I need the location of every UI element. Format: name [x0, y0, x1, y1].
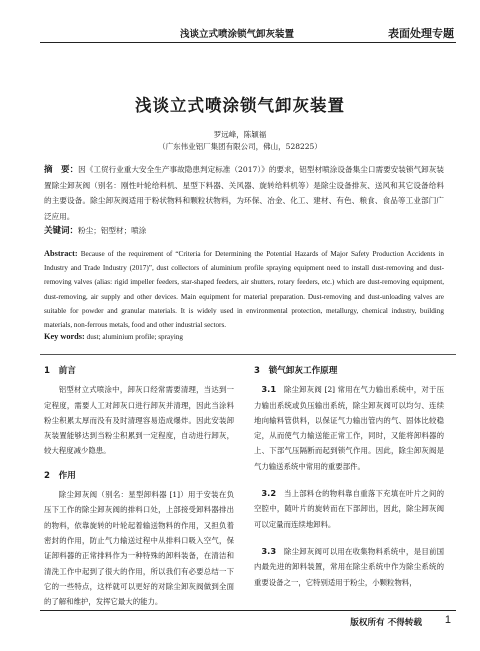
chinese-abstract [44, 162, 444, 224]
paragraph-3-2-number: 3.2 [261, 488, 277, 499]
paragraph-3-2 [254, 486, 444, 532]
paragraph-3-1-number: 3.1 [261, 384, 277, 395]
right-column [254, 364, 444, 590]
section-3-number: 3 [254, 366, 260, 376]
running-header [0, 0, 480, 40]
page-number: 1 [444, 614, 451, 626]
section-1-body: 铝型材立式喷涂中，卸灰口经常需要清理，当达到一定程度，需要人工对卸灰口进行卸灰并清理，因此当涂料粉尘积累太厚而没有及时清理容易造成爆炸。因此安装卸灰装置能够达到当粉尘积累到一定程度，自动进行卸灰，较大程度减少隐患。 [44, 385, 234, 456]
paragraph-3-3-text: 除尘卸灰阀可以用在收集物料系统中，是目前国内最先进的卸料装置，常用在除尘系统中作为除尘系统的重要设备之一，它特别适用于粉尘，小颗粒物料， [254, 546, 444, 587]
chinese-abstract-text: 因《工贸行业重大安全生产事故隐患判定标准（2017）》的要求，铝型材喷涂设备集尘口需要安装锁气卸灰装置除尘卸灰阀（别名：刚性叶轮给料机、星型下料器、关风器、旋转给料机等）是除尘设备排灰、送风和其它设备给料的主要设备。除尘卸灰阀适用于粉状物料和颗粒状物料，为环保、冶金、化工、建材、有色、粮食、食品等工业部门广泛应用。 [44, 165, 444, 221]
english-keywords-text: dust; aluminium profile; spraying [86, 333, 184, 341]
left-column [44, 364, 234, 609]
article-affiliation: （广东伟业铝厂集团有限公司，佛山，528225） [158, 142, 322, 151]
paragraph-3-3-number: 3.3 [261, 545, 277, 556]
header-rule [40, 42, 456, 43]
paragraph-3-2-text: 当上部料仓的物料靠自重落下充填在叶片之间的空腔中，随叶片的旋转而在下部卸出，因此，除尘卸灰阀可以定量而连续地卸料。 [254, 489, 444, 529]
footer-rule [40, 610, 456, 611]
paragraph-3-1-text: 除尘卸灰阀 [2] 常用在气力输出系统中，对于压力输出系统或负压输出系统，除尘卸灰阀可以均匀、连续地向输料管供料，以保证气力输出管内的气、固体比较稳定，从而使气力输送能正常工作，同时，又能将卸料器的上、下部气压隔断而起到锁气作用。因此，除尘卸灰阀是气力输送系统中常用的重要部件。 [254, 385, 444, 471]
chinese-abstract-label: 摘 要： [44, 165, 79, 175]
english-keywords [44, 332, 444, 341]
section-1-title: 前言 [58, 366, 76, 376]
chinese-keywords-text: 粉尘；铝型材；喷涂 [78, 226, 147, 235]
section-3-title: 锁气卸灰工作原理 [268, 366, 338, 376]
paragraph-3-1 [254, 382, 444, 474]
section-2-number: 2 [44, 470, 50, 481]
abstract-divider [40, 354, 456, 355]
english-abstract-label: Abstract: [44, 249, 78, 258]
paragraph-3-3 [254, 544, 444, 590]
english-abstract-text: Because of the requirement of “Criteria for Determining the Potential Hazards of Major Safety Production Accidents in Industry and Trade Industry (2017)”, dust collectors of aluminium profile spraying equipment need to install dust-removing and dust-removing valves (alias: rigid impeller feeders, star-shaped feeders, air shutters, rotary feeders, etc.) which are dust-removing equipment, dust-removing, air supply and other devices. Main equipment for material preparation. Dust-removing and dust-unloading valves are suitable for powder and granular materials. It is widely used in environmental protection, metallurgy, chemical industry, building materials, non-ferrous metals, food and other industrial sectors. [44, 250, 445, 330]
chinese-keywords [44, 224, 444, 236]
copyright-notice: 版权所有 不得转载 [350, 618, 422, 628]
section-tag: 表面处理专题 [388, 27, 454, 40]
running-title: 浅谈立式喷涂锁气卸灰装置 [180, 29, 295, 40]
chinese-keywords-label: 关键词： [44, 226, 79, 236]
article-authors: 罗远峰，陈颖福 [213, 130, 267, 139]
section-2-heading [44, 469, 234, 484]
english-abstract [44, 247, 444, 332]
section-2-body: 除尘卸灰阀（别名：星型卸料器 [1]）用于安装在负压下工作的除尘卸灰阀的排料口处，上部接受卸料器排出的物料，依靠旋转的叶轮起着输送物料的作用，又担负着密封的作用，防止气力输送过程中从排料口吸入空气，保证卸料器的正常排料作为一种特殊的卸料装备，在清洁和清洗工作中起到了很大的作用，所以我们有必要总结一下它的一些特点，这样就可以更好的对除尘卸灰阀做到全面的了解和维护，发挥它最大的能力。 [44, 490, 234, 607]
article-title: 浅谈立式喷涂锁气卸灰装置 [135, 96, 345, 115]
section-1-number: 1 [44, 366, 50, 376]
section-1-heading [44, 364, 234, 379]
english-keywords-label: Key words: [44, 332, 85, 341]
section-3-heading [254, 364, 444, 379]
section-2-title: 作用 [58, 470, 76, 481]
